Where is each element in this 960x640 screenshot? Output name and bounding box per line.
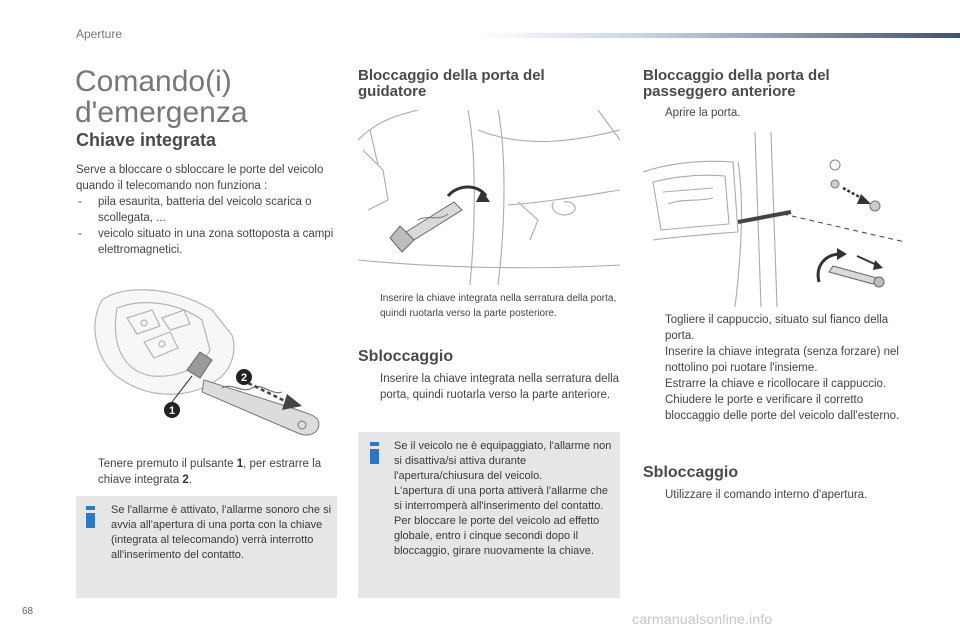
list-item: Togliere il cappuccio, situato sul fianco della porta. xyxy=(665,314,889,342)
page-number: 68 xyxy=(22,606,34,617)
col3-steps xyxy=(643,312,905,424)
list-item: - veicolo situato in una zona sottoposta a campi elettromagnetici. xyxy=(76,226,338,258)
info-icon xyxy=(86,506,95,528)
section-heading-sbloccaggio: Sbloccaggio xyxy=(358,348,454,365)
list-item: - pila esaurita, batteria del veicolo scarica o scollegata, ... xyxy=(76,194,338,226)
col1-step xyxy=(76,456,338,488)
info-text: Se l'allarme è attivato, l'allarme sonoro che si avvia all'apertura di una porta con la chiave (integrata al telecomando) verrà interrotto all'inserimento del contatto. xyxy=(111,504,332,561)
driver-door-illustration xyxy=(358,110,620,285)
info-text: Se il veicolo ne è equipaggiato, l'allarme non si disattiva/si attiva durante l'apertura/chiusura del veicolo. L'apertura di una porta attiverà l'allarme che si interromperà all'inserimento del contatto. Per bloccare le porte del veicolo ad effetto globale, entro i cinque secondi dopo il bloccaggio, girare nuovamente la chiave. xyxy=(394,440,612,557)
col3-step1 xyxy=(643,105,905,121)
col2-caption xyxy=(358,291,622,321)
col3-unlock-step xyxy=(643,487,905,503)
header-bar xyxy=(478,33,960,38)
list-item: Inserire la chiave integrata nella serratura della porta, quindi ruotarla verso la parte posteriore. xyxy=(380,293,617,319)
section-heading-sbloccaggio-passeggero: Sbloccaggio xyxy=(643,464,739,481)
figure-label-2: 2 xyxy=(240,372,248,384)
section-heading-chiave: Chiave integrata xyxy=(76,130,217,150)
list-item: Estrarre la chiave e ricollocare il cappuccio. xyxy=(665,378,887,390)
watermark-link[interactable]: carmanualsonline.info xyxy=(632,611,773,627)
info-icon xyxy=(370,442,379,464)
section-heading-passeggero: Bloccaggio della porta del passeggero anteriore xyxy=(643,67,830,100)
page-title-line1: Comando(i) xyxy=(75,65,232,98)
key-fob-illustration xyxy=(82,280,332,440)
list-item: Inserire la chiave integrata nella serratura della porta, quindi ruotarla verso la parte anteriore. xyxy=(380,373,620,401)
col2-unlock-step xyxy=(358,371,620,403)
list-item: Chiudere le porte e verificare il corretto bloccaggio delle porte del veicolo dall'esterno. xyxy=(665,394,900,422)
info-box-col1 xyxy=(76,496,337,598)
list-item: Inserire la chiave integrata (senza forzare) nel nottolino poi ruotare l'insieme. xyxy=(665,346,899,374)
section-heading-guidatore: Bloccaggio della porta del guidatore xyxy=(358,67,545,100)
list-item: Utilizzare il comando interno d'apertura. xyxy=(665,489,868,501)
info-box-col2 xyxy=(358,432,620,598)
passenger-door-illustration xyxy=(643,132,905,307)
page-title xyxy=(75,66,248,128)
list-item: Tenere premuto il pulsante 1, per estrarre la chiave integrata 2. xyxy=(98,458,322,486)
figure-label-1: 1 xyxy=(168,405,176,417)
col1-intro: Serve a bloccare o sbloccare le porte del veicolo quando il telecomando non funziona : xyxy=(76,164,324,192)
page-title-line2: d'emergenza xyxy=(75,96,248,129)
section-title: Aperture xyxy=(76,27,123,41)
col1-intro-block xyxy=(76,162,338,258)
list-item: Aprire la porta. xyxy=(665,107,741,119)
col1-dash-list xyxy=(76,194,338,258)
